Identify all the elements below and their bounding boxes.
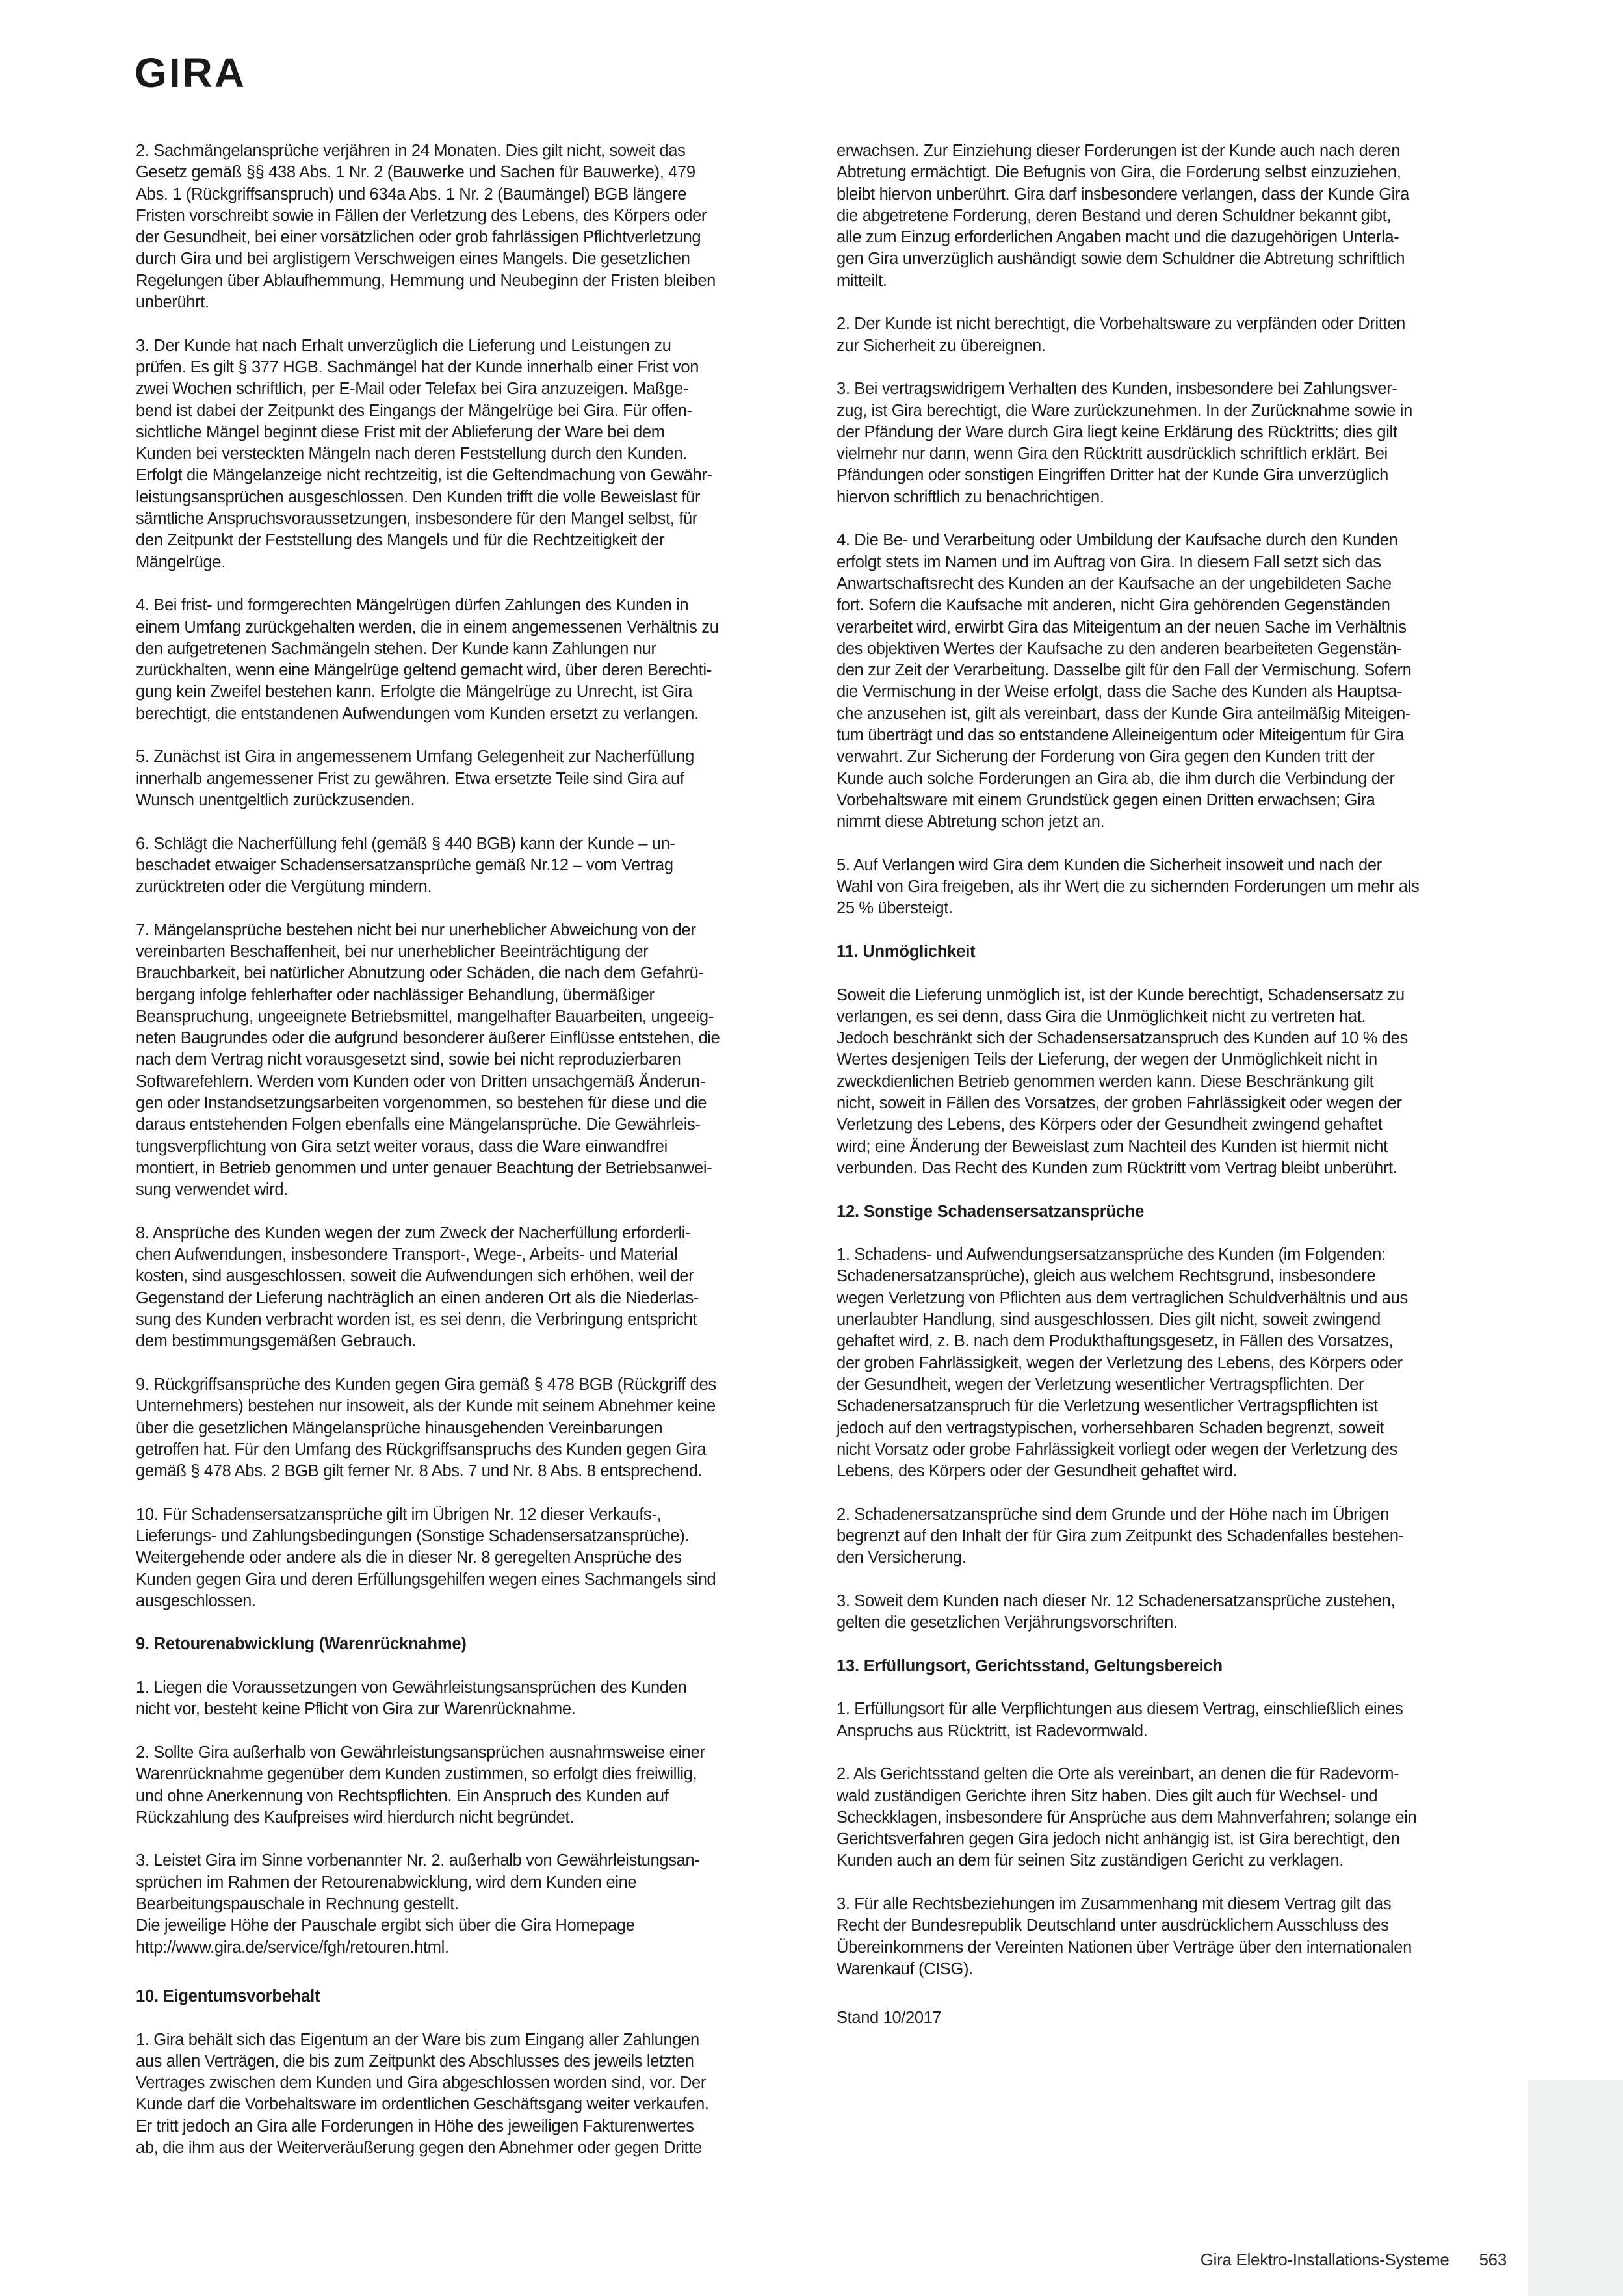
text-line: Lieferungs- und Zahlungsbedingungen (Sonstige Schadensersatzansprüche). xyxy=(136,1527,690,1545)
text-line: 4. Bei frist- und formgerechten Mängelrügen dürfen Zahlungen des Kunden in xyxy=(136,596,689,615)
paragraph xyxy=(837,313,1513,357)
text-line: vielmehr nur dann, wenn Gira den Rücktritt ausdrücklich schriftlich erklärt. Bei xyxy=(837,445,1388,463)
text-line: zwei Wochen schriftlich, per E-Mail oder Telefax bei Gira anzuzeigen. Maßge- xyxy=(136,380,688,398)
heading-text: 12. Sonstige Schadensersatzansprüche xyxy=(837,1202,1145,1221)
text-line: tum überträgt und das so entstandene Alleineigentum oder Miteigentum für Gira xyxy=(837,726,1405,745)
text-line: montiert, in Betrieb genommen und unter genauer Beachtung der Betriebsanwei- xyxy=(136,1158,712,1177)
text-line: 9. Rückgriffsansprüche des Kunden gegen Gira gemäß § 478 BGB (Rückgriff des xyxy=(136,1375,716,1394)
text-line: die abgetretene Forderung, deren Bestand und deren Schuldner bekannt gibt, xyxy=(837,206,1392,225)
text-line: 2. Sollte Gira außerhalb von Gewährleistungsansprüchen ausnahmsweise einer xyxy=(136,1743,705,1762)
text-line: wird; eine Änderung der Beweislast zum Nachteil des Kunden ist hiermit nicht xyxy=(837,1137,1388,1156)
section-heading xyxy=(837,941,1513,963)
text-line: Stand 10/2017 xyxy=(837,2009,942,2028)
paragraph xyxy=(136,920,812,1201)
text-line: 7. Mängelansprüche bestehen nicht bei nur unerheblicher Abweichung von der xyxy=(136,920,696,939)
text-line: 5. Auf Verlangen wird Gira dem Kunden die Sicherheit insoweit und nach der xyxy=(837,855,1382,874)
paragraph xyxy=(136,1504,812,1612)
text-line: Er tritt jedoch an Gira alle Forderungen in Höhe des jeweiligen Fakturenwertes xyxy=(136,2117,694,2135)
paragraph xyxy=(136,1677,812,1721)
text-line: che anzusehen ist, gilt als vereinbart, dass der Kunde Gira anteilmäßig Miteigen- xyxy=(837,704,1411,723)
text-line: beschadet etwaiger Schadensersatzansprüche gemäß Nr.12 – vom Vertrag xyxy=(136,855,673,874)
text-line: der Gesundheit, bei einer vorsätzlichen oder grob fahrlässigen Pflichtverletzung xyxy=(136,228,701,247)
text-line: Warenrücknahme gegenüber dem Kunden zustimmen, so erfolgt dies freiwillig, xyxy=(136,1765,697,1784)
text-line: Übereinkommens der Vereinten Nationen über Verträge über den internationalen xyxy=(837,1938,1412,1957)
text-line: Wertes desjenigen Teils der Lieferung, der wegen der Unmöglichkeit nicht in xyxy=(837,1050,1377,1069)
text-line: 3. Bei vertragswidrigem Verhalten des Kunden, insbesondere bei Zahlungsver- xyxy=(837,380,1397,398)
paragraph xyxy=(837,1894,1513,1980)
text-line: Abs. 1 (Rückgriffsanspruch) und 634a Abs. 1 Nr. 2 (Baumängel) BGB längere xyxy=(136,185,687,203)
text-line: Regelungen über Ablaufhemmung, Hemmung und Neubeginn der Fristen bleiben xyxy=(136,271,716,290)
text-line: jedoch auf den vertragstypischen, vorhersehbaren Schaden begrenzt, soweit xyxy=(837,1418,1384,1437)
text-line: Erfolgt die Mängelanzeige nicht rechtzeitig, ist die Geltendmachung von Gewähr- xyxy=(136,466,712,485)
text-line: Vertrages zwischen dem Kunden und Gira abgeschlossen worden sind, vor. Der xyxy=(136,2074,707,2093)
text-line: verlangen, es sei denn, dass Gira die Unmöglichkeit nicht zu vertreten hat. xyxy=(837,1007,1366,1026)
text-line: dem bestimmungsgemäßen Gebrauch. xyxy=(136,1332,417,1351)
text-line: bergang infolge fehlerhafter oder nachlässiger Behandlung, übermäßiger xyxy=(136,985,655,1004)
text-line: 1. Gira behält sich das Eigentum an der Ware bis zum Eingang aller Zahlungen xyxy=(136,2030,699,2049)
section-heading xyxy=(136,1986,812,2007)
text-line: getroffen hat. Für den Umfang des Rückgriffsanspruchs des Kunden gegen Gira xyxy=(136,1440,707,1459)
text-line: Vorbehaltsware mit einem Grundstück gegen einen Dritten erwachsen; Gira xyxy=(837,790,1375,809)
text-line: den Zeitpunkt der Feststellung des Mangels und für die Rechtzeitigkeit der xyxy=(136,531,665,550)
text-line: über die gesetzlichen Mängelansprüche hinausgehenden Vereinbarungen xyxy=(136,1418,663,1437)
text-line: 25 % übersteigt. xyxy=(837,899,953,918)
text-line: 2. Als Gerichtsstand gelten die Orte als vereinbart, an denen die für Radevorm- xyxy=(837,1765,1399,1784)
heading-text: 9. Retourenabwicklung (Warenrücknahme) xyxy=(136,1635,467,1654)
text-line: den zur Zeit der Verarbeitung. Dasselbe gilt für den Fall der Vermischung. Sofern xyxy=(837,661,1412,680)
text-line: Schadenersatzanspruch für die Verletzung wesentlicher Vertragspflichten ist xyxy=(837,1397,1378,1416)
text-line: 10. Für Schadensersatzansprüche gilt im Übrigen Nr. 12 dieser Verkaufs-, xyxy=(136,1505,662,1524)
text-line: sichtliche Mängel beginnt diese Frist mit der Ablieferung der Ware bei dem xyxy=(136,423,665,441)
text-line: 1. Erfüllungsort für alle Verpflichtungen aus diesem Vertrag, einschließlich eines xyxy=(837,1700,1403,1719)
text-line: sämtliche Anspruchsvoraussetzungen, insbesondere für den Mangel selbst, für xyxy=(136,510,697,528)
page-footer xyxy=(1201,2250,1507,2270)
paragraph xyxy=(837,1244,1513,1482)
text-line: erwachsen. Zur Einziehung dieser Forderungen ist der Kunde auch nach deren xyxy=(837,142,1401,160)
text-line: ab, die ihm aus der Weiterveräußerung gegen den Abnehmer oder gegen Dritte xyxy=(136,2139,702,2158)
text-line: innerhalb angemessener Frist zu gewähren. Etwa ersetzte Teile sind Gira auf xyxy=(136,769,684,788)
text-line: http://www.gira.de/service/fgh/retouren.html. xyxy=(136,1938,449,1957)
text-line: kosten, sind ausgeschlossen, soweit die Aufwendungen sich erhöhen, weil der xyxy=(136,1267,694,1286)
text-line: Brauchbarkeit, bei natürlicher Abnutzung oder Schäden, die nach dem Gefahrü- xyxy=(136,964,704,983)
left-column xyxy=(136,140,812,2181)
text-line: Beanspruchung, ungeeignete Betriebsmittel, mangelhafter Bauarbeiten, ungeeig- xyxy=(136,1007,714,1026)
text-line: Wahl von Gira freigeben, als ihr Wert die zu sichernden Forderungen um mehr als xyxy=(837,878,1420,896)
paragraph xyxy=(136,746,812,811)
text-line: neten Baugrundes oder die aufgrund besonderer äußerer Einflüsse entstehen, die xyxy=(136,1029,720,1048)
text-line: chen Aufwendungen, insbesondere Transport-, Wege-, Arbeits- und Material xyxy=(136,1246,678,1264)
text-line: wald zuständigen Gerichte ihren Sitz haben. Dies gilt auch für Wechsel- und xyxy=(837,1786,1378,1805)
paragraph xyxy=(837,855,1513,920)
text-line: gemäß § 478 Abs. 2 BGB gilt ferner Nr. 8 Abs. 7 und Nr. 8 Abs. 8 entsprechend. xyxy=(136,1462,703,1481)
text-line: bend ist dabei der Zeitpunkt des Eingangs der Mängelrüge bei Gira. Für offen- xyxy=(136,401,692,420)
text-line: zur Sicherheit zu übereignen. xyxy=(837,336,1046,355)
text-line: Recht der Bundesrepublik Deutschland unter ausdrücklichem Ausschluss des xyxy=(837,1916,1389,1935)
text-line: gelten die gesetzlichen Verjährungsvorschriften. xyxy=(837,1613,1178,1632)
paragraph xyxy=(136,335,812,573)
text-line: Jedoch beschränkt sich der Schadensersatzanspruch des Kunden auf 10 % des xyxy=(837,1029,1408,1048)
paragraph xyxy=(837,2007,1513,2029)
text-line: 4. Die Be- und Verarbeitung oder Umbildung der Kaufsache durch den Kunden xyxy=(837,531,1398,550)
text-line: des objektiven Wertes der Kaufsache zu den anderen bearbeiteten Gegenstän- xyxy=(837,639,1402,658)
text-line: 2. Der Kunde ist nicht berechtigt, die Vorbehaltsware zu verpfänden oder Dritten xyxy=(837,315,1405,333)
paragraph xyxy=(136,2029,812,2159)
text-line: zweckdienlichen Betrieb genommen werden kann. Diese Beschränkung gilt xyxy=(837,1072,1374,1091)
section-heading xyxy=(136,1634,812,1655)
text-line: 3. Soweit dem Kunden nach dieser Nr. 12 Schadenersatzansprüche zustehen, xyxy=(837,1591,1396,1610)
page-side-tab xyxy=(1528,2080,1623,2296)
paragraph xyxy=(136,1223,812,1353)
text-line: verarbeitet wird, erwirbt Gira das Miteigentum an der neuen Sache im Verhältnis xyxy=(837,618,1407,636)
text-line: bleibt hiervon unberührt. Gira darf insbesondere verlangen, dass der Kunde Gira xyxy=(837,185,1409,203)
text-line: sung verwendet wird. xyxy=(136,1181,288,1199)
text-line: begrenzt auf den Inhalt der für Gira zum Zeitpunkt des Schadenfalles bestehen- xyxy=(837,1527,1404,1545)
text-line: Kunden bei versteckten Mängeln nach deren Feststellung durch den Kunden. xyxy=(136,445,688,463)
text-line: mitteilt. xyxy=(837,271,887,290)
text-line: Anspruchs aus Rücktritt, ist Radevormwald. xyxy=(837,1721,1148,1740)
text-line: einem Umfang zurückgehalten werden, die in einem angemessenen Verhältnis zu xyxy=(136,618,719,636)
text-line: 8. Ansprüche des Kunden wegen der zum Zweck der Nacherfüllung erforderli- xyxy=(136,1223,691,1242)
text-line: gung kein Zweifel bestehen kann. Erfolgte die Mängelrüge zu Unrecht, ist Gira xyxy=(136,683,693,701)
text-line: die Vermischung in der Weise erfolgt, dass die Sache des Kunden als Hauptsa- xyxy=(837,683,1403,701)
text-line: leistungsansprüchen ausgeschlossen. Den Kunden trifft die volle Beweislast für xyxy=(136,488,701,506)
text-line: Softwarefehlern. Werden vom Kunden oder von Dritten unsachgemäß Änderun- xyxy=(136,1072,705,1091)
text-line: 2. Schadenersatzansprüche sind dem Grunde und der Höhe nach im Übrigen xyxy=(837,1505,1390,1524)
section-heading xyxy=(837,1201,1513,1223)
text-line: gehaftet wird, z. B. nach dem Produkthaftungsgesetz, in Fällen des Vorsatzes, xyxy=(837,1332,1394,1351)
text-line: Weitergehende oder andere als die in dieser Nr. 8 geregelten Ansprüche des xyxy=(136,1548,682,1567)
text-line: und ohne Anerkennung von Rechtspflichten. Ein Anspruch des Kunden auf xyxy=(136,1786,669,1805)
footer-title: Gira Elektro-Installations-Systeme xyxy=(1200,2250,1449,2269)
text-line: zug, ist Gira berechtigt, die Ware zurückzunehmen. In der Zurücknahme sowie in xyxy=(837,401,1412,420)
text-line: Soweit die Lieferung unmöglich ist, ist der Kunde berechtigt, Schadensersatz zu xyxy=(837,985,1405,1004)
text-line: durch Gira und bei arglistigem Verschweigen eines Mangels. Die gesetzlichen xyxy=(136,250,690,268)
text-line: verwahrt. Zur Sicherung der Forderung von Gira gegen den Kunden tritt der xyxy=(837,748,1375,766)
text-line: 1. Schadens- und Aufwendungsersatzansprüche des Kunden (im Folgenden: xyxy=(837,1246,1386,1264)
text-line: gen oder Instandsetzungsarbeiten vorgenommen, so bestehen für diese und die xyxy=(136,1094,707,1113)
right-column xyxy=(837,140,1513,2051)
text-line: Gerichtsverfahren gegen Gira jedoch nicht anhängig ist, ist Gira berechtigt, den xyxy=(837,1830,1400,1849)
paragraph xyxy=(837,378,1513,508)
paragraph xyxy=(136,1850,812,1958)
text-line: sprüchen im Rahmen der Retourenabwicklung, wird dem Kunden eine xyxy=(136,1873,637,1892)
text-line: aus allen Verträgen, die bis zum Zeitpunkt des Abschlusses des jeweils letzten xyxy=(136,2052,694,2070)
text-line: der groben Fahrlässigkeit, wegen der Verletzung des Lebens, des Körpers oder xyxy=(837,1353,1403,1372)
text-line: Gegenstand der Lieferung nachträglich an einen anderen Ort als die Niederlas- xyxy=(136,1288,699,1307)
heading-text: 11. Unmöglichkeit xyxy=(837,942,976,961)
text-line: Kunden gegen Gira und deren Erfüllungsgehilfen wegen eines Sachmangels sind xyxy=(136,1570,716,1589)
text-line: Lebens, des Körpers oder der Gesundheit gehaftet wird. xyxy=(837,1462,1238,1481)
text-line: 5. Zunächst ist Gira in angemessenem Umfang Gelegenheit zur Nacherfüllung xyxy=(136,748,694,766)
paragraph xyxy=(136,1374,812,1482)
text-line: daraus entstehenden Folgen ebenfalls eine Mängelansprüche. Die Gewährleis- xyxy=(136,1115,701,1134)
text-line: 3. Für alle Rechtsbeziehungen im Zusammenhang mit diesem Vertrag gilt das xyxy=(837,1895,1392,1914)
text-line: Mängelrüge. xyxy=(136,553,226,571)
text-line: den aufgetretenen Sachmängeln stehen. Der Kunde kann Zahlungen nur xyxy=(136,639,656,658)
text-line: vereinbarten Beschaffenheit, bei nur unerheblicher Beeinträchtigung der xyxy=(136,942,649,961)
text-line: verbunden. Das Recht des Kunden zum Rücktritt vom Vertrag bleibt unberührt. xyxy=(837,1158,1397,1177)
text-line: Kunde darf die Vorbehaltsware im ordentlichen Geschäftsgang weiter verkaufen. xyxy=(136,2095,709,2114)
text-line: wegen Verletzung von Pflichten aus dem vertraglichen Schuldverhältnis und aus xyxy=(837,1288,1408,1307)
text-line: nach dem Vertrag nicht vorausgesetzt sind, sowie bei nicht reproduzierbaren xyxy=(136,1050,681,1069)
text-line: fort. Sofern die Kaufsache mit anderen, nicht Gira gehörenden Gegenständen xyxy=(837,596,1390,615)
text-line: den Versicherung. xyxy=(837,1548,967,1567)
text-line: berechtigt, die entstandenen Aufwendungen vom Kunden ersetzt zu verlangen. xyxy=(136,704,699,723)
text-line: nicht Vorsatz oder grobe Fahrlässigkeit vorliegt oder wegen der Verletzung des xyxy=(837,1440,1397,1459)
text-line: Rückzahlung des Kaufpreises wird hierdurch nicht begründet. xyxy=(136,1808,574,1827)
text-line: Abtretung ermächtigt. Die Befugnis von Gira, die Forderung selbst einzuziehen, xyxy=(837,163,1401,182)
text-line: unerlaubter Handlung, sind ausgeschlossen. Dies gilt nicht, soweit zwingend xyxy=(837,1311,1381,1329)
text-line: Anwartschaftsrecht des Kunden an der Kaufsache an der ungebildeten Sache xyxy=(837,574,1392,593)
text-line: gen Gira unverzüglich aushändigt sowie dem Schuldner die Abtretung schriftlich xyxy=(837,250,1405,268)
text-line: zurücktreten oder die Vergütung mindern. xyxy=(136,878,432,896)
text-line: hiervon schriftlich zu benachrichtigen. xyxy=(837,488,1104,506)
heading-text: 10. Eigentumsvorbehalt xyxy=(136,1987,320,2005)
text-line: Unternehmers) bestehen nur insoweit, als der Kunde mit seinem Abnehmer keine xyxy=(136,1397,716,1416)
paragraph xyxy=(837,140,1513,292)
text-line: tungsverpflichtung von Gira setzt weiter voraus, dass die Ware einwandfrei xyxy=(136,1137,668,1156)
text-line: 3. Leistet Gira im Sinne vorbenannter Nr. 2. außerhalb von Gewährleistungsan- xyxy=(136,1851,700,1870)
paragraph xyxy=(136,833,812,898)
paragraph xyxy=(837,1764,1513,1872)
text-line: Wunsch unentgeltlich zurückzusenden. xyxy=(136,790,415,809)
text-line: Pfändungen oder sonstigen Eingriffen Dritter hat der Kunde Gira unverzüglich xyxy=(837,466,1388,485)
text-line: nimmt diese Abtretung schon jetzt an. xyxy=(837,813,1105,831)
text-line: ausgeschlossen. xyxy=(136,1591,256,1610)
paragraph xyxy=(136,1742,812,1829)
text-line: Die jeweilige Höhe der Pauschale ergibt sich über die Gira Homepage xyxy=(136,1916,635,1935)
text-line: unberührt. xyxy=(136,293,209,312)
text-line: erfolgt stets im Namen und im Auftrag von Gira. In diesem Fall setzt sich das xyxy=(837,553,1381,571)
text-line: prüfen. Es gilt § 377 HGB. Sachmängel hat der Kunde innerhalb einer Frist von xyxy=(136,358,699,376)
text-line: Scheckklagen, insbesondere für Ansprüche aus dem Mahnverfahren; solange ein xyxy=(837,1808,1417,1827)
text-line: alle zum Einzug erforderlichen Angaben macht und die dazugehörigen Unterla- xyxy=(837,228,1399,247)
text-line: Fristen vorschreibt sowie in Fällen der Verletzung des Lebens, des Körpers oder xyxy=(136,206,707,225)
text-line: sung des Kunden verbracht worden ist, es sei denn, die Verbringung entspricht xyxy=(136,1311,697,1329)
paragraph xyxy=(837,1591,1513,1634)
text-line: Schadenersatzansprüche), gleich aus welchem Rechtsgrund, insbesondere xyxy=(837,1267,1376,1286)
text-line: Verletzung des Lebens, des Körpers oder der Gesundheit zwingend gehaftet xyxy=(837,1115,1383,1134)
paragraph xyxy=(136,595,812,725)
paragraph xyxy=(837,1504,1513,1569)
section-heading xyxy=(837,1656,1513,1677)
text-line: Kunden auch an dem für seinen Sitz zuständigen Gericht zu verklagen. xyxy=(837,1851,1344,1870)
text-line: zurückhalten, wenn eine Mängelrüge geltend gemacht wird, über deren Berechti- xyxy=(136,661,712,680)
text-line: Kunde auch solche Forderungen an Gira ab, die ihm durch die Verbindung der xyxy=(837,769,1395,788)
page-number: 563 xyxy=(1479,2250,1507,2269)
text-line: 3. Der Kunde hat nach Erhalt unverzüglich die Lieferung und Leistungen zu xyxy=(136,336,671,355)
paragraph xyxy=(136,140,812,313)
paragraph xyxy=(837,985,1513,1180)
text-line: 2. Sachmängelansprüche verjähren in 24 Monaten. Dies gilt nicht, soweit das xyxy=(136,142,686,160)
heading-text: 13. Erfüllungsort, Gerichtsstand, Geltungsbereich xyxy=(837,1656,1223,1675)
gira-logo: GIRA xyxy=(135,49,246,96)
text-line: nicht vor, besteht keine Pflicht von Gira zur Warenrücknahme. xyxy=(136,1700,576,1719)
text-line: Gesetz gemäß §§ 438 Abs. 1 Nr. 2 (Bauwerke und Sachen für Bauwerke), 479 xyxy=(136,163,695,182)
paragraph xyxy=(837,1699,1513,1742)
text-line: Bearbeitungspauschale in Rechnung gestellt. xyxy=(136,1895,459,1914)
text-line: 1. Liegen die Voraussetzungen von Gewährleistungsansprüchen des Kunden xyxy=(136,1678,687,1697)
text-line: 6. Schlägt die Nacherfüllung fehl (gemäß § 440 BGB) kann der Kunde – un- xyxy=(136,834,675,853)
text-line: nicht, soweit in Fällen des Vorsatzes, der groben Fahrlässigkeit oder wegen der xyxy=(837,1094,1402,1113)
text-line: Warenkauf (CISG). xyxy=(837,1959,973,1978)
text-line: der Gesundheit, wegen der Verletzung wesentlicher Vertragspflichten. Der xyxy=(837,1375,1364,1394)
paragraph xyxy=(837,530,1513,833)
text-line: der Pfändung der Ware durch Gira liegt keine Erklärung des Rücktritts; dies gilt xyxy=(837,423,1397,441)
